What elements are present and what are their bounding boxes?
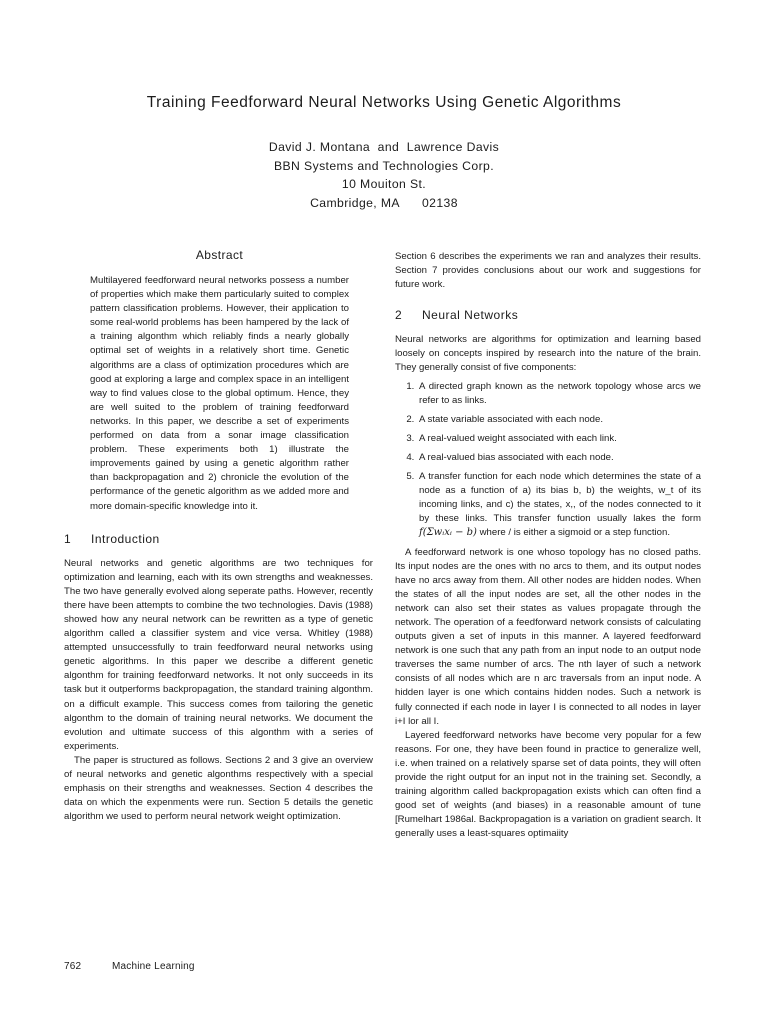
author-names: David J. Montana and Lawrence Davis [268,140,500,154]
right-column [395,250,701,841]
venue-name: Machine Learning [112,961,195,972]
paper-title: Training Feedforward Neural Networks Using Genetic Algorithms [146,94,622,111]
component-list [395,380,701,541]
feedforward-paragraph: A feedforward network is one whoso topology has no closed paths. Its input nodes are the ones with no arcs to them, and its output nodes have no arcs away from them. All other nodes are hidden nodes. When the states of all the input nodes are set, all the other nodes in the network can also set their states as values propagate through the network. The operation of a feedforward network consists of calculating outputs given a set of inputs in this manner. A layered feedforward network is one such that any path from an input node to an output node traverses the same number of arcs. The nth layer of such a network consists of all nodes which are n arc traversals from an input node. A hidden layer is one which contains hidden nodes. Such a network is fully connected if each node in layer I is connected to all nodes in layer i+I lor all I. [395,546,701,727]
page-number: 762 [64,961,82,972]
left-column [64,248,373,824]
section-overview-paragraph: Section 6 describes the experiments we ran and analyzes their results. Section 7 provides conclusions about our work and suggestions for future work. [395,251,701,291]
section-number: 2 [395,308,403,323]
abstract-section [90,248,349,514]
section-title: Neural Networks [422,308,519,323]
author-city: Cambridge, MA 02138 [310,195,458,210]
section-title: Introduction [91,531,160,546]
section-heading-introduction [64,532,373,546]
list-item: 2. A state variable associated with each node. [417,413,701,427]
list-item: 5. A transfer function for each node which determines the state of a node as a function of a) its bias b, b) the weights, w_t of its incoming links, and c) the states, x,, of the nodes connected to it by these links. This transfer function usually lakes the form f(Σwᵢxᵢ − b) where / is either a sigmoid or a step function. [417,470,701,540]
list-item: 3. A real-valued weight associated with each link. [417,432,701,446]
intro-paragraph: The paper is structured as follows. Sections 2 and 3 give an overview of neural networks and genetic algonthms respectively with a special emphasis on their strengths and weaknesses. Section 4 describes the data on which the expenments were run. Section 5 details the genetic algorithm we used to perform neural network weight optimization. [64,754,373,823]
layered-feedforward-paragraph: Layered feedforward networks have become very popular for a few reasons. For one, they have been found in practice to generalize well, i.e. when trained on a relatively sparse set of data points, they will often provide the right output for an input not in the training set. Secondly, a training algorithm called backpropagation exists which can often find a good set of weights (and biases) in a reasonable amount of tune [Rumelhart 1986al. Backpropagation is a variation on gradient search. It generally uses a least-squares optimaiity [395,729,701,840]
neural-networks-paragraph: Neural networks are algorithms for optimization and learning based loosely on concepts inspired by research into the nature of the brain. They generally consist of five components: [395,334,701,374]
abstract-text: Multilayered feedforward neural networks possess a number of properties which make them particularly suited to complex pattern classification problems. However, their application to some real-world problems has been hampered by the lack of a training algonthm which reliably finds a nearly globally optimal set of weights in a relatively short time. Genetic algorithms are a class of optimization procedures which are good at exploring a large and complex space in an intelligent way to find values close to the global optimum. Hence, they are well suited to the problem of training feedforward networks. In this paper, we describe a set of experiments performed on data from a sonar image classification problem. These experiments both 1) illustrate the improvements gained by using a genetic algorithm rather than backpropagation and 2) chronicle the evolution of the performance of the genetic algorithm as we added more and more domain-specific knowledge into it. [90,275,349,512]
intro-paragraph: Neural networks and genetic algorithms are two techniques for optimization and learning, each with its own strengths and weaknesses. The two have generally evolved along seperate paths. However, recently there have been attempts to combine the two technologies. Davis (1988) showed how any neural network can be rewritten as a type of genetic algorithm called a classifier system and vice versa. Whitley (1988) attempted unsuccessfully to train feedforward neural networks using genetic algorithms. In this paper we describe a different genetic algonthm for training feedforward networks. It not only succeeds in its task but it outperforms backpropagation, the standard training algonthm. on a difficult example. This success comes from tailoring the genetic algonthm to the domain of training neural networks. We document the evolution and ultimate success of this algonthm with a series of experiments. [64,557,373,752]
page-footer [64,961,195,972]
transfer-function-formula: f(Σwᵢxᵢ − b) [419,527,477,539]
author-affiliation: BBN Systems and Technologies Corp. [274,158,494,173]
author-address: 10 Mouiton St. [341,177,427,192]
section-heading-neural-networks [395,308,701,322]
section-number: 1 [64,531,72,546]
list-item: 4. A real-valued bias associated with each node. [417,451,701,465]
abstract-heading: Abstract [195,248,244,262]
author-block [0,138,768,212]
list-item: 1. A directed graph known as the network topology whose arcs we refer to as links. [417,380,701,408]
